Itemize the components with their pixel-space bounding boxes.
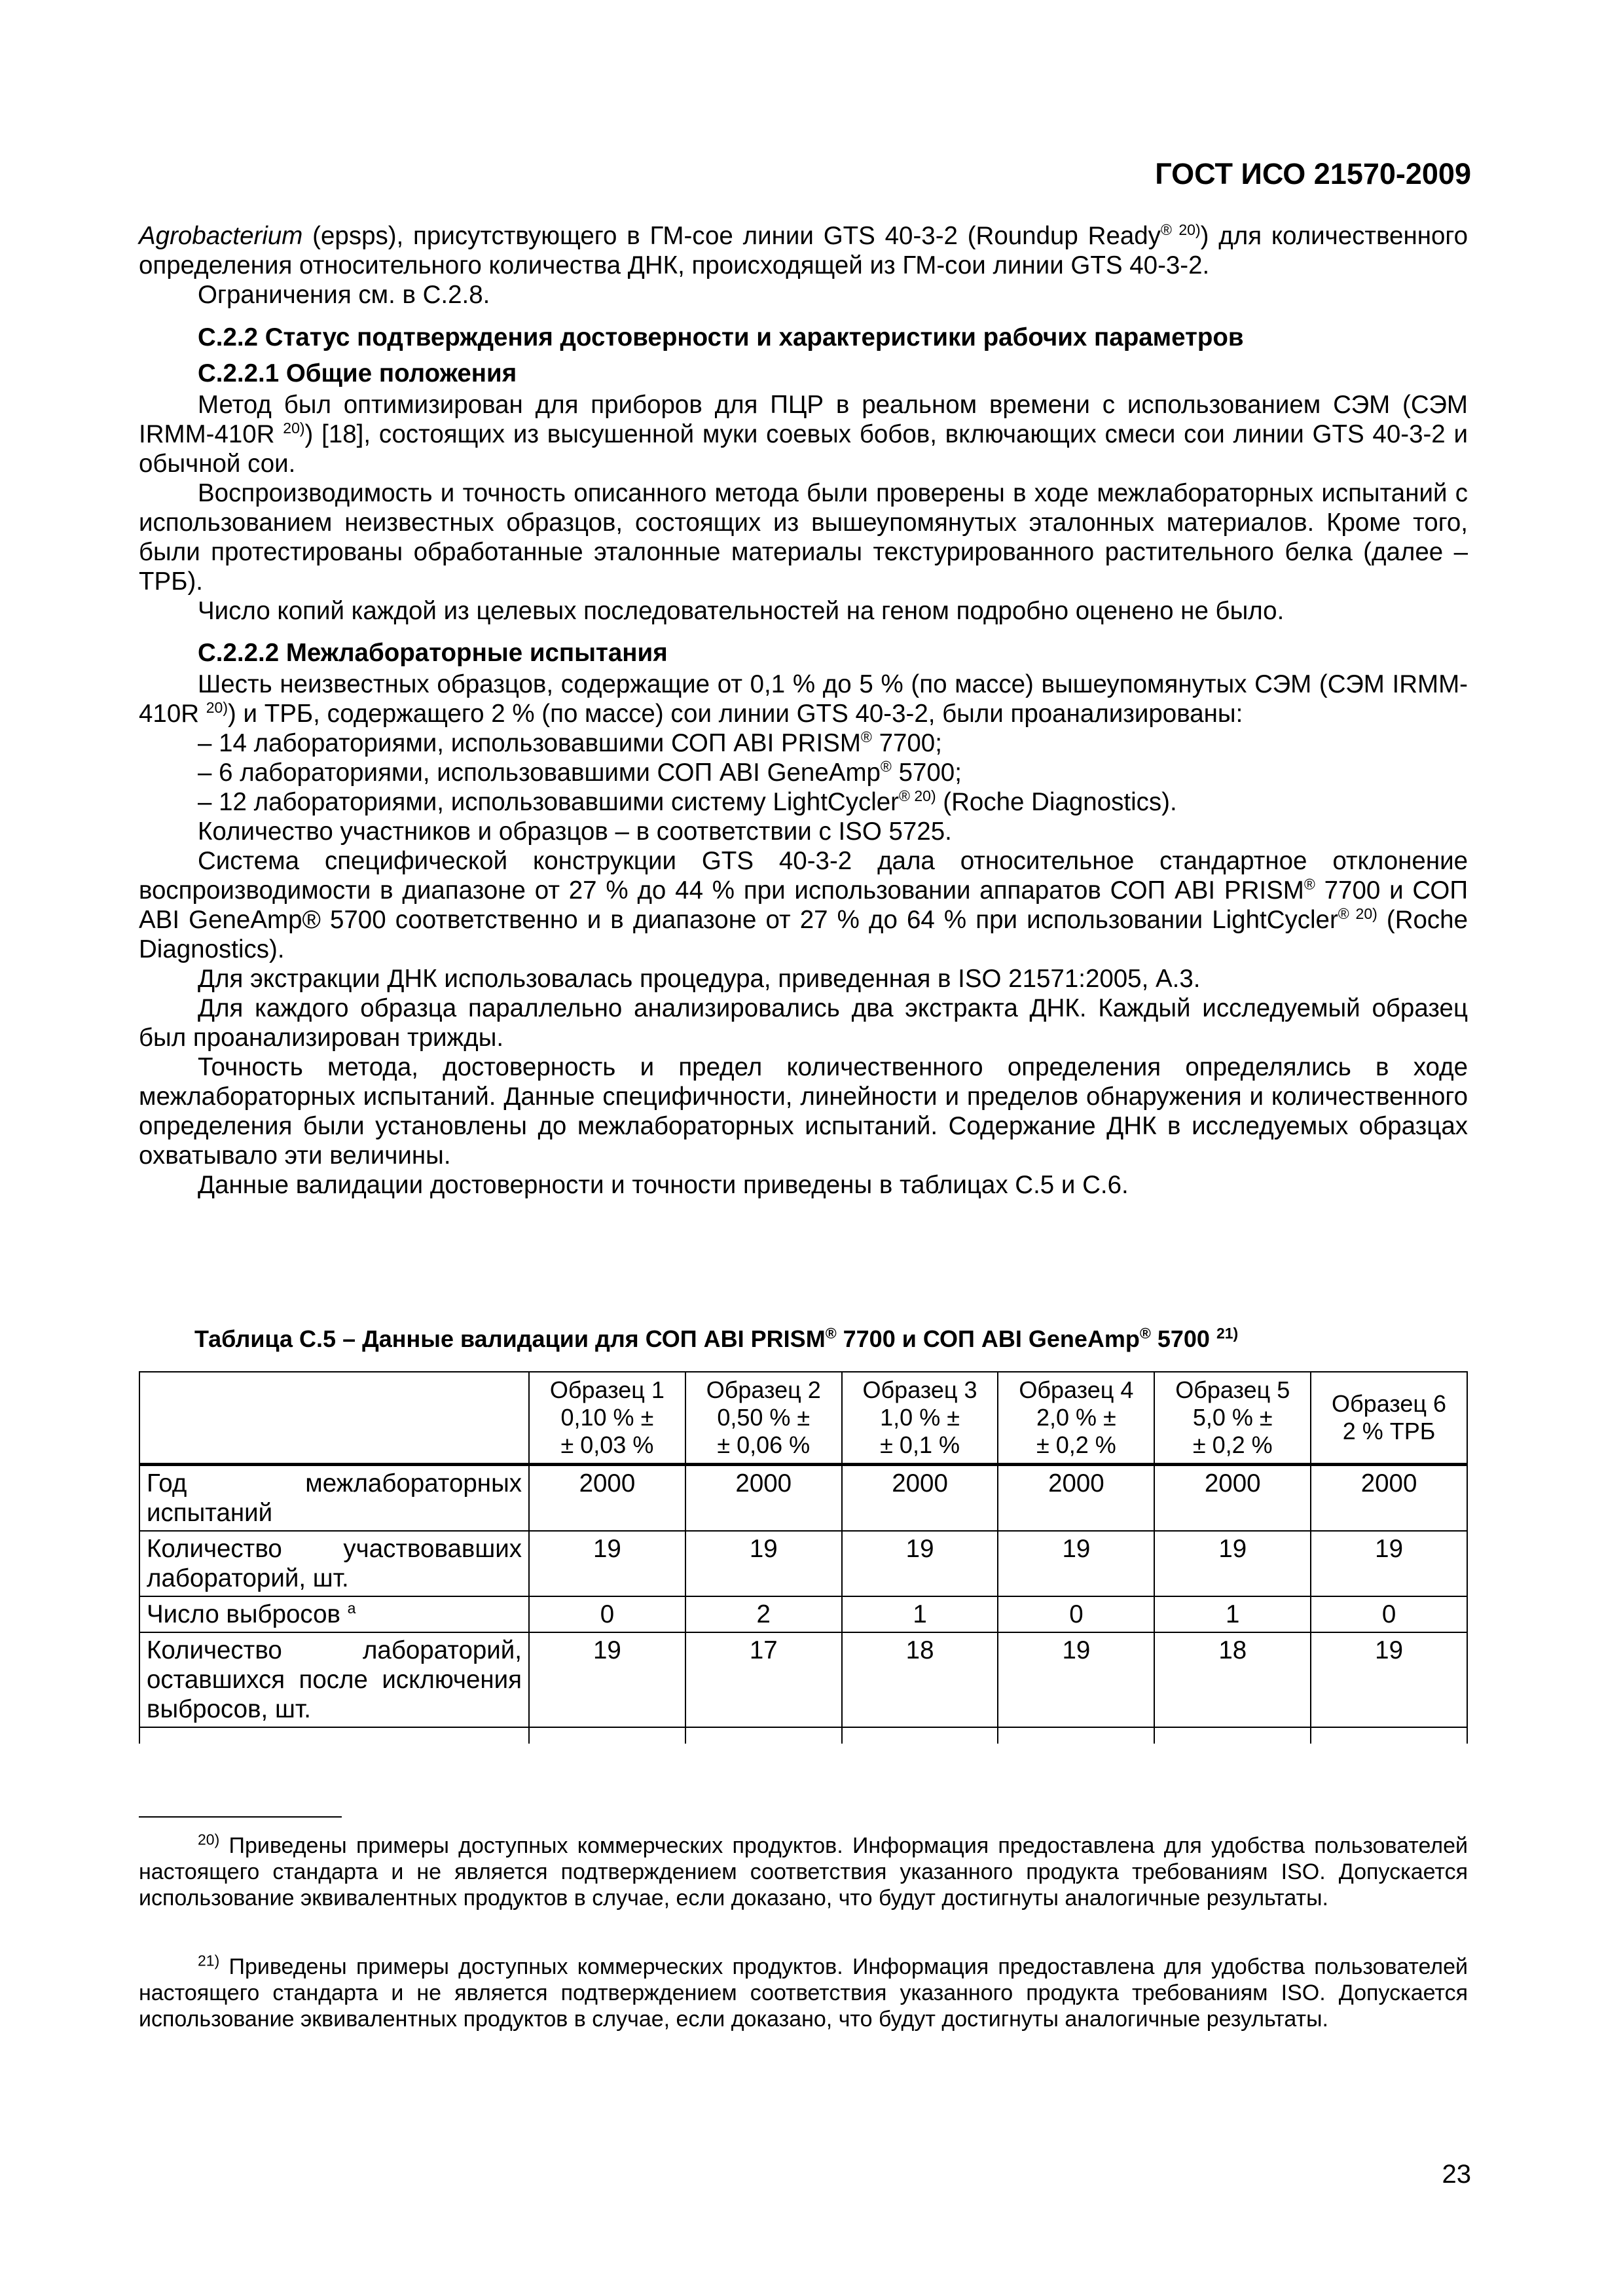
paragraph: Для экстракции ДНК использовалась процедура, приведенная в ISO 21571:2005, А.3. xyxy=(198,965,1201,993)
paragraph: Число копий каждой из целевых последовательностей на геном подробно оценено не было. xyxy=(198,597,1285,625)
footnote-ref: 20) xyxy=(1178,221,1201,239)
table-cell: 2000 xyxy=(998,1465,1154,1532)
column-header: Образец 1 0,10 % ± ± 0,03 % xyxy=(529,1372,685,1465)
page-number: 23 xyxy=(1442,2160,1471,2189)
table-row xyxy=(139,1632,1467,1727)
column-header: Образец 2 0,50 % ± ± 0,06 % xyxy=(685,1372,842,1465)
table-cell: 2000 xyxy=(842,1465,998,1532)
table-cell: 2000 xyxy=(1311,1465,1467,1532)
row-label: Количество участвовавших лабораторий, шт. xyxy=(139,1531,529,1596)
table-cell: 0 xyxy=(1311,1596,1467,1632)
table-header-row xyxy=(139,1372,1467,1465)
list-item: – 6 лабораториями, использовавшими СОП ABI GeneAmp® 5700; xyxy=(198,758,962,787)
footnote: $^{20)}$ Приведены примеры доступных коммерческих продуктов. Информация предоставлена для удобства пользователей настоящего стандарта и не является подтверждением соответствия указанного продукта требованиям ISO. Допускается использование эквивалентных продуктов в случае, если доказано, что будут достигнуты аналогичные результаты. xyxy=(139,1831,1468,1910)
table-cell: 19 xyxy=(529,1632,685,1727)
paragraph: Воспроизводимость и точность описанного метода были проверены в ходе межлабораторных испытаний с использованием неизвестных образцов, состоящих из вышеупомянутых эталонных материалов. Кроме того, были протестированы обработанные эталонные материалы текстурированного растительного белка (далее – ТРБ). xyxy=(139,479,1468,596)
column-header: Образец 5 5,0 % ± ± 0,2 % xyxy=(1154,1372,1311,1465)
section-heading-c222: С.2.2.2 Межлабораторные испытания xyxy=(198,639,668,667)
footnote-number: 20) xyxy=(198,1831,220,1848)
table-caption: Таблица С.5 – Данные валидации для СОП ABI PRISM® 7700 и СОП ABI GeneAmp® 5700 $^{21)}$ xyxy=(194,1325,1239,1352)
row-label: Количество лабораторий, оставшихся после исключения выбросов, шт. xyxy=(139,1632,529,1727)
table-cell: 2000 xyxy=(685,1465,842,1532)
table-cell: 2000 xyxy=(1154,1465,1311,1532)
table-cell: 0 xyxy=(529,1596,685,1632)
list-item: – 14 лабораториями, использовавшими СОП ABI PRISM® 7700; xyxy=(198,728,942,757)
table-cell: 1 xyxy=(842,1596,998,1632)
column-header: Образец 3 1,0 % ± ± 0,1 % xyxy=(842,1372,998,1465)
table-cell: 0 xyxy=(998,1596,1154,1632)
table-cell: 19 xyxy=(998,1531,1154,1596)
footnote: $^{21)}$ Приведены примеры доступных коммерческих продуктов. Информация предоставлена для удобства пользователей настоящего стандарта и не является подтверждением соответствия указанного продукта требованиям ISO. Допускается использование эквивалентных продуктов в случае, если доказано, что будут достигнуты аналогичные результаты. xyxy=(139,1952,1468,2032)
table-row xyxy=(139,1596,1467,1632)
footnote-number: 21) xyxy=(198,1952,220,1969)
section-heading-c22: С.2.2 Статус подтверждения достоверности и характеристики рабочих параметров xyxy=(198,323,1244,351)
column-header: Образец 6 2 % ТРБ xyxy=(1311,1372,1467,1465)
table-cell: 17 xyxy=(685,1632,842,1727)
paragraph: Количество участников и образцов – в соответствии с ISO 5725. xyxy=(198,817,952,846)
table-header-empty xyxy=(139,1372,529,1465)
table-cell: 19 xyxy=(685,1531,842,1596)
paragraph: Шесть неизвестных образцов, содержащие от 0,1 % до 5 % (по массе) вышеупомянутых СЭМ (СЭМ IRMM-410R $^{20)}$) и ТРБ, содержащего 2 % (по массе) сои линии GTS 40-3-2, были проанализированы: xyxy=(139,670,1468,728)
table-cell: 2000 xyxy=(529,1465,685,1532)
row-label: Число выбросов $^а$ xyxy=(139,1596,529,1632)
section-heading-c221: С.2.2.1 Общие положения xyxy=(198,359,517,387)
paragraph: Метод был оптимизирован для приборов для ПЦР в реальном времени с использованием СЭМ (СЭМ IRMM-410R $^{20)}$) [18], состоящих из высушенной муки соевых бобов, включающих смеси сои линии GTS 40-3-2 и обычной сои. xyxy=(139,391,1468,478)
intro-paragraph: Agrobacterium (epsps), присутствующего в ГМ-сое линии GTS 40-3-2 (Roundup Ready® $^{20)}$) для количественного определения относительного количества ДНК, происходящей из ГМ-сои линии GTS 40-3-2. xyxy=(139,221,1468,279)
table-cell: 19 xyxy=(1154,1531,1311,1596)
paragraph: Для каждого образца параллельно анализировались два экстракта ДНК. Каждый исследуемый образец был проанализирован трижды. xyxy=(139,994,1468,1052)
limitations-note: Ограничения см. в С.2.8. xyxy=(198,281,490,309)
table-cell: 19 xyxy=(1311,1632,1467,1727)
table-cell: 19 xyxy=(1311,1531,1467,1596)
table-cell: 1 xyxy=(1154,1596,1311,1632)
table-row xyxy=(139,1465,1467,1532)
table-cell: 19 xyxy=(529,1531,685,1596)
footnote-separator xyxy=(139,1816,342,1818)
document-header: ГОСТ ИСО 21570-2009 xyxy=(1155,157,1471,190)
list-item: – 12 лабораториями, использовавшими систему LightCycler® $^{20)}$ (Roche Diagnostics). xyxy=(198,787,1177,816)
table-cell: 18 xyxy=(842,1632,998,1727)
row-label: Год межлабораторных испытаний xyxy=(139,1465,529,1532)
validation-table xyxy=(139,1371,1468,1744)
paragraph: Данные валидации достоверности и точности приведены в таблицах С.5 и С.6. xyxy=(198,1171,1129,1199)
paragraph: Точность метода, достоверность и предел количественного определения определялись в ходе межлабораторных испытаний. Данные специфичности, линейности и пределов обнаружения и количественного определения были установлены до межлабораторных испытаний. Содержание ДНК в исследуемых образцах охватывало эти величины. xyxy=(139,1053,1468,1170)
table-cell: 18 xyxy=(1154,1632,1311,1727)
table-row xyxy=(139,1531,1467,1596)
table-continuation-row xyxy=(139,1727,1467,1744)
table-cell: 2 xyxy=(685,1596,842,1632)
paragraph: Система специфической конструкции GTS 40-3-2 дала относительное стандартное отклонение воспроизводимости в диапазоне от 27 % до 44 % при использовании аппаратов СОП ABI PRISM® 7700 и СОП ABI GeneAmp® 5700 соответственно и в диапазоне от 27 % до 64 % при использовании LightCycler® $^{20)}$ (Roche Diagnostics). xyxy=(139,847,1468,963)
table-cell: 19 xyxy=(998,1632,1154,1727)
table-cell: 19 xyxy=(842,1531,998,1596)
column-header: Образец 4 2,0 % ± ± 0,2 % xyxy=(998,1372,1154,1465)
